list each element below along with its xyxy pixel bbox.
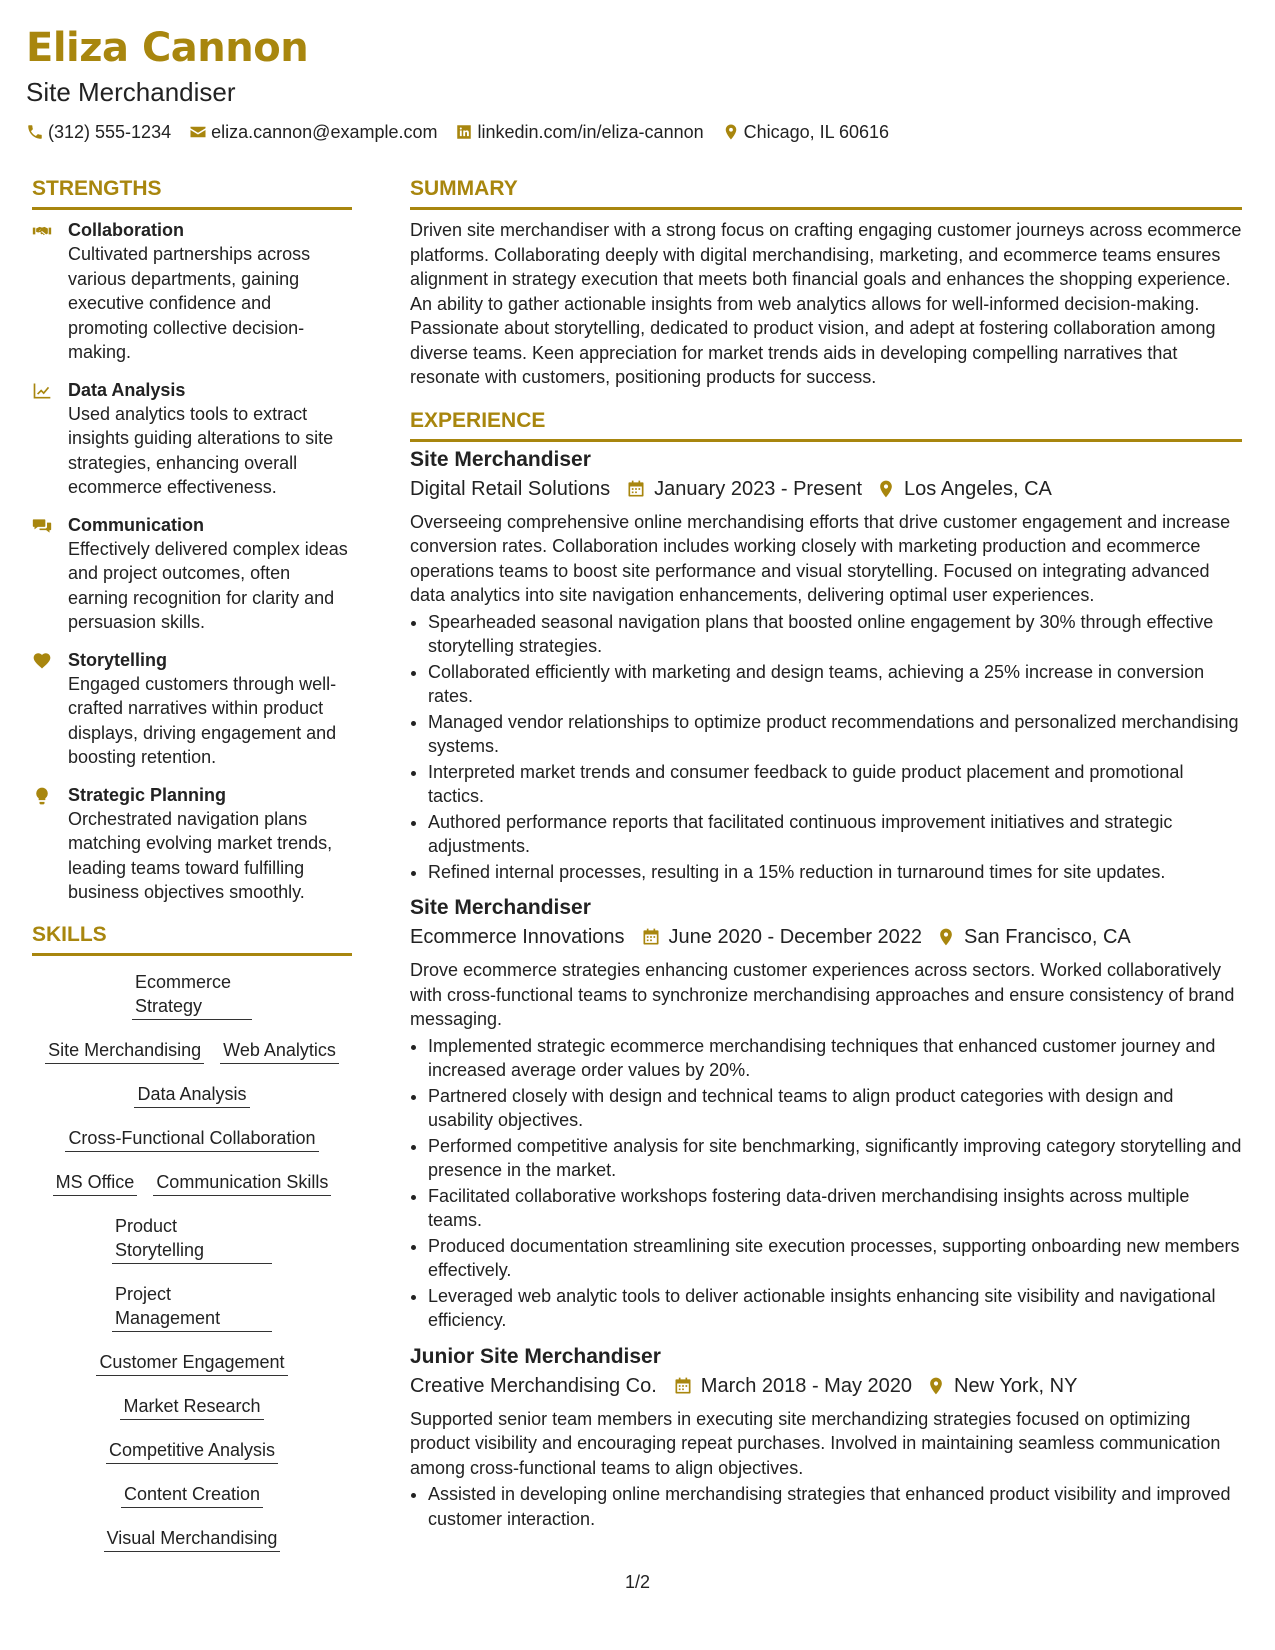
skill-tag: Competitive Analysis (106, 1438, 278, 1464)
skill-tag: Communication Skills (153, 1170, 331, 1196)
skill-tag: Cross-Functional Collaboration (65, 1126, 318, 1152)
strength-desc: Effectively delivered complex ideas and project outcomes, often earning recognition for clarity and persuasion skills. (68, 538, 348, 632)
summary-heading: SUMMARY (410, 172, 1242, 210)
experience-heading: EXPERIENCE (410, 404, 1242, 442)
location-text: Chicago, IL 60616 (743, 122, 890, 142)
email-link[interactable]: eliza.cannon@example.com (211, 122, 438, 142)
page-number: 1/2 (624, 1572, 651, 1592)
list-item: • Spearheaded seasonal navigation plans that boosted online engagement by 30% through effective storytelling strategies. (428, 610, 1242, 659)
strength-item (32, 783, 352, 905)
job-company: Ecommerce Innovations (410, 926, 625, 948)
strength-item (32, 218, 352, 365)
job-description: Drove ecommerce strategies enhancing customer experiences across sectors. Worked collaboratively with cross-functional teams to synchronize merchandising approaches and ensure consistency of brand messaging. (410, 960, 1235, 1029)
strength-title: Data Analysis (68, 379, 186, 400)
candidate-name: Eliza Cannon (26, 25, 309, 71)
skill-tag: Project Management (112, 1282, 272, 1332)
list-item: • Managed vendor relationships to optimize product recommendations and personalized merchandising systems. (428, 710, 1242, 759)
list-item: • Implemented strategic ecommerce merchandising techniques that enhanced customer journey and increased average order values by 20%. (428, 1034, 1242, 1083)
strengths-heading: STRENGTHS (32, 172, 352, 210)
job-title: Site Merchandiser (410, 896, 591, 919)
list-item: • Collaborated efficiently with marketing and design teams, achieving a 25% increase in conversion rates. (428, 660, 1242, 709)
heart-icon (32, 651, 52, 671)
resume-header (26, 22, 1246, 144)
phone-text: (312) 555-1234 (48, 122, 172, 142)
job-meta (410, 922, 1242, 952)
job-bullets (410, 1034, 1242, 1333)
job-meta (410, 1371, 1242, 1401)
contact-location (722, 120, 889, 144)
strength-item (32, 648, 352, 770)
strength-title: Storytelling (68, 649, 168, 670)
strength-title: Collaboration (68, 220, 184, 240)
list-item: • Produced documentation streamlining site execution processes, supporting onboarding new members effectively. (428, 1234, 1242, 1283)
job-dates: June 2020 - December 2022 (668, 926, 923, 948)
map-pin-icon (936, 927, 956, 947)
job-location: New York, NY (954, 1374, 1078, 1397)
contact-email[interactable] (189, 120, 437, 144)
job-title: Site Merchandiser (410, 447, 591, 471)
job-company: Digital Retail Solutions (410, 477, 611, 500)
job-location: San Francisco, CA (964, 926, 1131, 948)
job-meta (410, 474, 1242, 504)
chart-line-icon (32, 381, 52, 401)
job-description: Overseeing comprehensive online merchandising efforts that drive customer engagement and increase conversion rates. Collaboration includes working closely with marketing production and ecommerce operations teams to boost site performance and visual storytelling. Focused on integrating advanced data analytics into site navigation enhancements, delivering optimal user experiences. (410, 511, 1231, 605)
job-location: Los Angeles, CA (904, 477, 1052, 500)
list-item: • Interpreted market trends and consumer feedback to guide product placement and promotional tactics. (428, 760, 1242, 809)
lightbulb-icon (32, 786, 52, 806)
skill-tag: Product Storytelling (112, 1214, 272, 1264)
skill-tag: Visual Merchandising (104, 1526, 281, 1552)
list-item: • Performed competitive analysis for site benchmarking, significantly improving category storytelling and presence in the market. (428, 1134, 1242, 1183)
linkedin-icon (455, 123, 473, 141)
job-description: Supported senior team members in executing site merchandizing strategies focused on optimizing product visibility and encouraging repeat purchases. Involved in maintaining seamless communication among cross-functional teams to align objectives. (410, 1408, 1221, 1478)
envelope-icon (189, 123, 207, 141)
right-column (410, 172, 1242, 1532)
strength-desc: Cultivated partnerships across various departments, gaining executive confidence and promoting collective decision-making. (68, 244, 311, 362)
list-item: • Facilitated collaborative workshops fostering data-driven merchandising insights across multiple teams. (428, 1184, 1242, 1233)
skills-list (32, 964, 352, 1570)
contact-bar (26, 120, 1246, 144)
strength-item (32, 378, 352, 500)
comments-icon (32, 516, 52, 536)
skill-tag: Ecommerce Strategy (132, 970, 252, 1020)
skill-tag: Customer Engagement (96, 1350, 287, 1376)
strength-desc: Engaged customers through well-crafted narratives within product displays, driving engagement and boosting retention. (68, 673, 337, 767)
list-item: • Refined internal processes, resulting in a 15% reduction in turnaround times for site updates. (428, 860, 1242, 885)
job-bullets (410, 1482, 1242, 1531)
job-entry (410, 446, 1242, 885)
skills-heading: SKILLS (32, 918, 352, 956)
job-dates: March 2018 - May 2020 (700, 1374, 913, 1397)
skill-tag: Market Research (120, 1394, 263, 1420)
calendar-icon (673, 1376, 693, 1396)
summary-text: Driven site merchandiser with a strong focus on crafting engaging customer journeys across ecommerce platforms. Collaborating deeply with digital merchandising, marketing, and ecommerce teams ensures alignment in strategy execution that meets both financial goals and enhances the shopping experience. An ability to gather actionable insights from web analytics allows for well-informed decision-making. Passionate about storytelling, dedicated to product vision, and adept at fostering collaboration among diverse teams. Keen appreciation for market trends aids in developing compelling narratives that resonate with customers, positioning products for success. (410, 220, 1242, 387)
phone-icon (26, 123, 44, 141)
job-bullets (410, 610, 1242, 885)
list-item: • Assisted in developing online merchandising strategies that enhanced product visibility and improved customer interaction. (428, 1482, 1242, 1531)
strength-title: Communication (68, 514, 205, 535)
calendar-icon (626, 479, 646, 499)
skill-tag: Content Creation (121, 1482, 263, 1508)
list-item: • Leveraged web analytic tools to deliver actionable insights enhancing site visibility and navigational efficiency. (428, 1284, 1242, 1333)
candidate-role: Site Merchandiser (26, 77, 236, 107)
skill-tag: MS Office (53, 1170, 138, 1196)
map-pin-icon (876, 479, 896, 499)
map-pin-icon (722, 123, 740, 141)
calendar-icon (641, 927, 661, 947)
list-item: • Partnered closely with design and technical teams to align product categories with design and usability objectives. (428, 1084, 1242, 1133)
strength-title: Strategic Planning (68, 784, 227, 805)
job-title: Junior Site Merchandiser (410, 1344, 661, 1368)
job-entry (410, 1343, 1242, 1532)
skill-tag: Data Analysis (134, 1082, 249, 1108)
job-dates: January 2023 - Present (654, 477, 863, 500)
linkedin-link[interactable]: linkedin.com/in/eliza-cannon (477, 122, 704, 142)
map-pin-icon (926, 1376, 946, 1396)
strength-desc: Used analytics tools to extract insights guiding alterations to site strategies, enhancing overall ecommerce effectiveness. (68, 403, 334, 497)
left-column (32, 172, 352, 1570)
strength-desc: Orchestrated navigation plans matching evolving market trends, leading teams toward fulfilling business objectives smoothly. (68, 808, 333, 902)
contact-linkedin[interactable] (455, 120, 703, 144)
contact-phone (26, 120, 171, 144)
skill-tag: Site Merchandising (45, 1038, 204, 1064)
handshake-icon (32, 221, 52, 241)
job-entry (410, 894, 1242, 1333)
list-item: • Authored performance reports that facilitated continuous improvement initiatives and strategic adjustments. (428, 810, 1242, 859)
skill-tag: Web Analytics (220, 1038, 339, 1064)
strength-item (32, 513, 352, 635)
job-company: Creative Merchandising Co. (410, 1374, 657, 1397)
